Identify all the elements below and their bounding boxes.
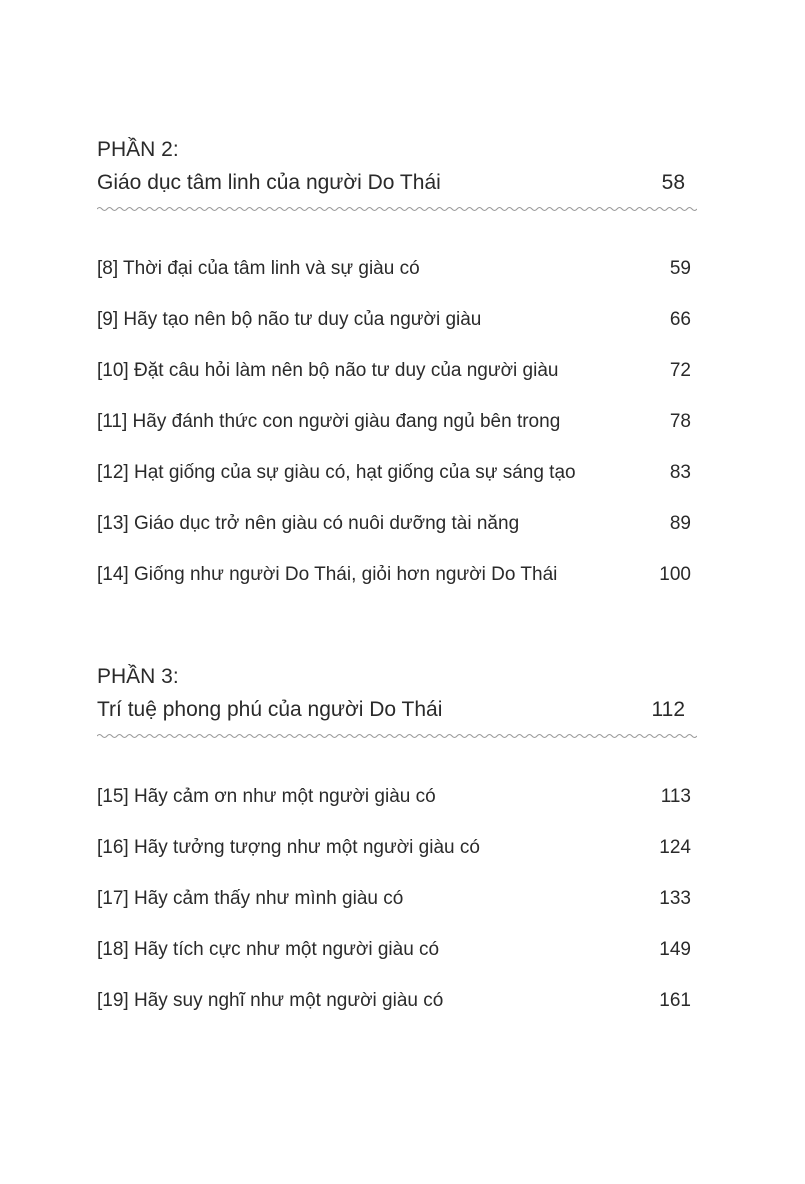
- wavy-divider: [97, 732, 697, 740]
- toc-entry[interactable]: [97, 461, 697, 485]
- entry-page-number: 161: [659, 990, 691, 1011]
- entry-title: [9] Hãy tạo nên bộ não tư duy của người giàu: [97, 309, 482, 330]
- part-label: PHẦN 3:: [97, 665, 179, 688]
- part-3-section: [97, 664, 697, 740]
- entry-title: [10] Đặt câu hỏi làm nên bộ não tư duy của người giàu: [97, 360, 559, 381]
- entry-title: [16] Hãy tưởng tượng như một người giàu có: [97, 837, 480, 858]
- part-title-row[interactable]: [97, 169, 697, 197]
- toc-entry[interactable]: [97, 563, 697, 587]
- entry-title: [8] Thời đại của tâm linh và sự giàu có: [97, 258, 420, 279]
- wavy-divider: [97, 205, 697, 213]
- entry-page-number: 113: [660, 786, 691, 807]
- entry-page-number: 83: [669, 462, 691, 483]
- entry-page-number: 149: [659, 939, 691, 960]
- part-title: Trí tuệ phong phú của người Do Thái: [97, 698, 443, 721]
- toc-entry[interactable]: [97, 359, 697, 383]
- part-2-section: [97, 137, 697, 213]
- toc-entry[interactable]: [97, 938, 697, 962]
- entry-page-number: 100: [659, 564, 691, 585]
- toc-entry[interactable]: [97, 887, 697, 911]
- entry-title: [17] Hãy cảm thấy như mình giàu có: [97, 888, 404, 909]
- toc-entry[interactable]: [97, 989, 697, 1013]
- entry-title: [19] Hãy suy nghĩ như một người giàu có: [97, 990, 444, 1011]
- entry-title: [11] Hãy đánh thức con người giàu đang ngủ bên trong: [97, 411, 561, 432]
- toc-entry[interactable]: [97, 257, 697, 281]
- part-title: Giáo dục tâm linh của người Do Thái: [97, 171, 441, 194]
- entry-page-number: 89: [669, 513, 691, 534]
- part-title-row[interactable]: [97, 696, 697, 724]
- entry-page-number: 133: [659, 888, 691, 909]
- toc-entry[interactable]: [97, 308, 697, 332]
- entry-page-number: 66: [669, 309, 691, 330]
- entry-title: [18] Hãy tích cực như một người giàu có: [97, 939, 440, 960]
- part-label: PHẦN 2:: [97, 138, 179, 161]
- part-page-number: 58: [661, 171, 685, 194]
- part-page-number: 112: [651, 698, 685, 721]
- entry-title: [14] Giống như người Do Thái, giỏi hơn người Do Thái: [97, 564, 558, 585]
- entry-title: [12] Hạt giống của sự giàu có, hạt giống của sự sáng tạo: [97, 462, 576, 483]
- toc-entry[interactable]: [97, 785, 697, 809]
- toc-entry[interactable]: [97, 512, 697, 536]
- entry-page-number: 78: [669, 411, 691, 432]
- toc-entry[interactable]: [97, 410, 697, 434]
- entry-page-number: 124: [659, 837, 691, 858]
- entry-title: [15] Hãy cảm ơn như một người giàu có: [97, 786, 436, 807]
- toc-entry[interactable]: [97, 836, 697, 860]
- entry-page-number: 72: [669, 360, 691, 381]
- entry-title: [13] Giáo dục trở nên giàu có nuôi dưỡng tài năng: [97, 513, 520, 534]
- entry-page-number: 59: [669, 258, 691, 279]
